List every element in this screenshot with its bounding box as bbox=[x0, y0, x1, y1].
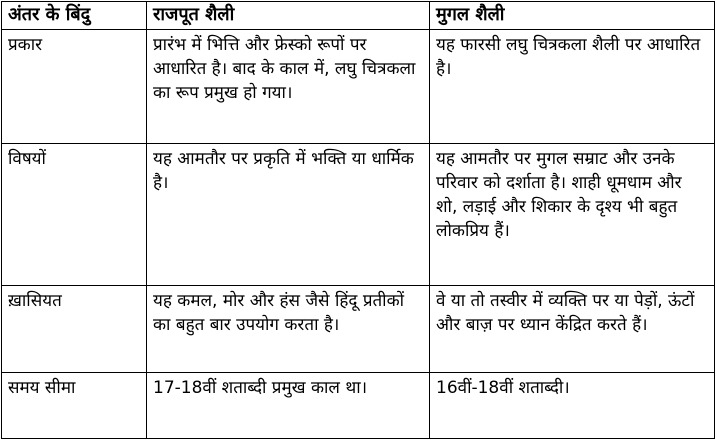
header-mughal: मुगल शैली bbox=[430, 2, 715, 30]
table-row bbox=[2, 144, 715, 286]
header-rajput: राजपूत शैली bbox=[147, 2, 430, 30]
rajput-cell: 17-18वीं शताब्दी प्रमुख काल था। bbox=[147, 373, 430, 439]
comparison-table bbox=[1, 1, 715, 439]
row-point: ख़ासियत bbox=[2, 286, 147, 373]
row-point: विषयों bbox=[2, 144, 147, 286]
table-header-row bbox=[2, 2, 715, 30]
mughal-cell: यह फारसी लघु चित्रकला शैली पर आधारित है। bbox=[430, 30, 715, 144]
rajput-cell: यह कमल, मोर और हंस जैसे हिंदू प्रतीकों का बहुत बार उपयोग करता है। bbox=[147, 286, 430, 373]
table-row bbox=[2, 286, 715, 373]
rajput-cell: प्रारंभ में भित्ति और फ्रेस्को रूपों पर आधारित है। बाद के काल में, लघु चित्रकला का रूप प्रमुख हो गया। bbox=[147, 30, 430, 144]
table-row bbox=[2, 373, 715, 439]
row-point: प्रकार bbox=[2, 30, 147, 144]
header-point: अंतर के बिंदु bbox=[2, 2, 147, 30]
row-point: समय सीमा bbox=[2, 373, 147, 439]
table-row bbox=[2, 30, 715, 144]
mughal-cell: 16वीं-18वीं शताब्दी। bbox=[430, 373, 715, 439]
mughal-cell: यह आमतौर पर मुगल सम्राट और उनके परिवार को दर्शाता है। शाही धूमधाम और शो, लड़ाई और शिकार के दृश्य भी बहुत लोकप्रिय हैं। bbox=[430, 144, 715, 286]
rajput-cell: यह आमतौर पर प्रकृति में भक्ति या धार्मिक है। bbox=[147, 144, 430, 286]
mughal-cell: वे या तो तस्वीर में व्यक्ति पर या पेड़ों, ऊंटों और बाज़ पर ध्यान केंद्रित करते हैं। bbox=[430, 286, 715, 373]
